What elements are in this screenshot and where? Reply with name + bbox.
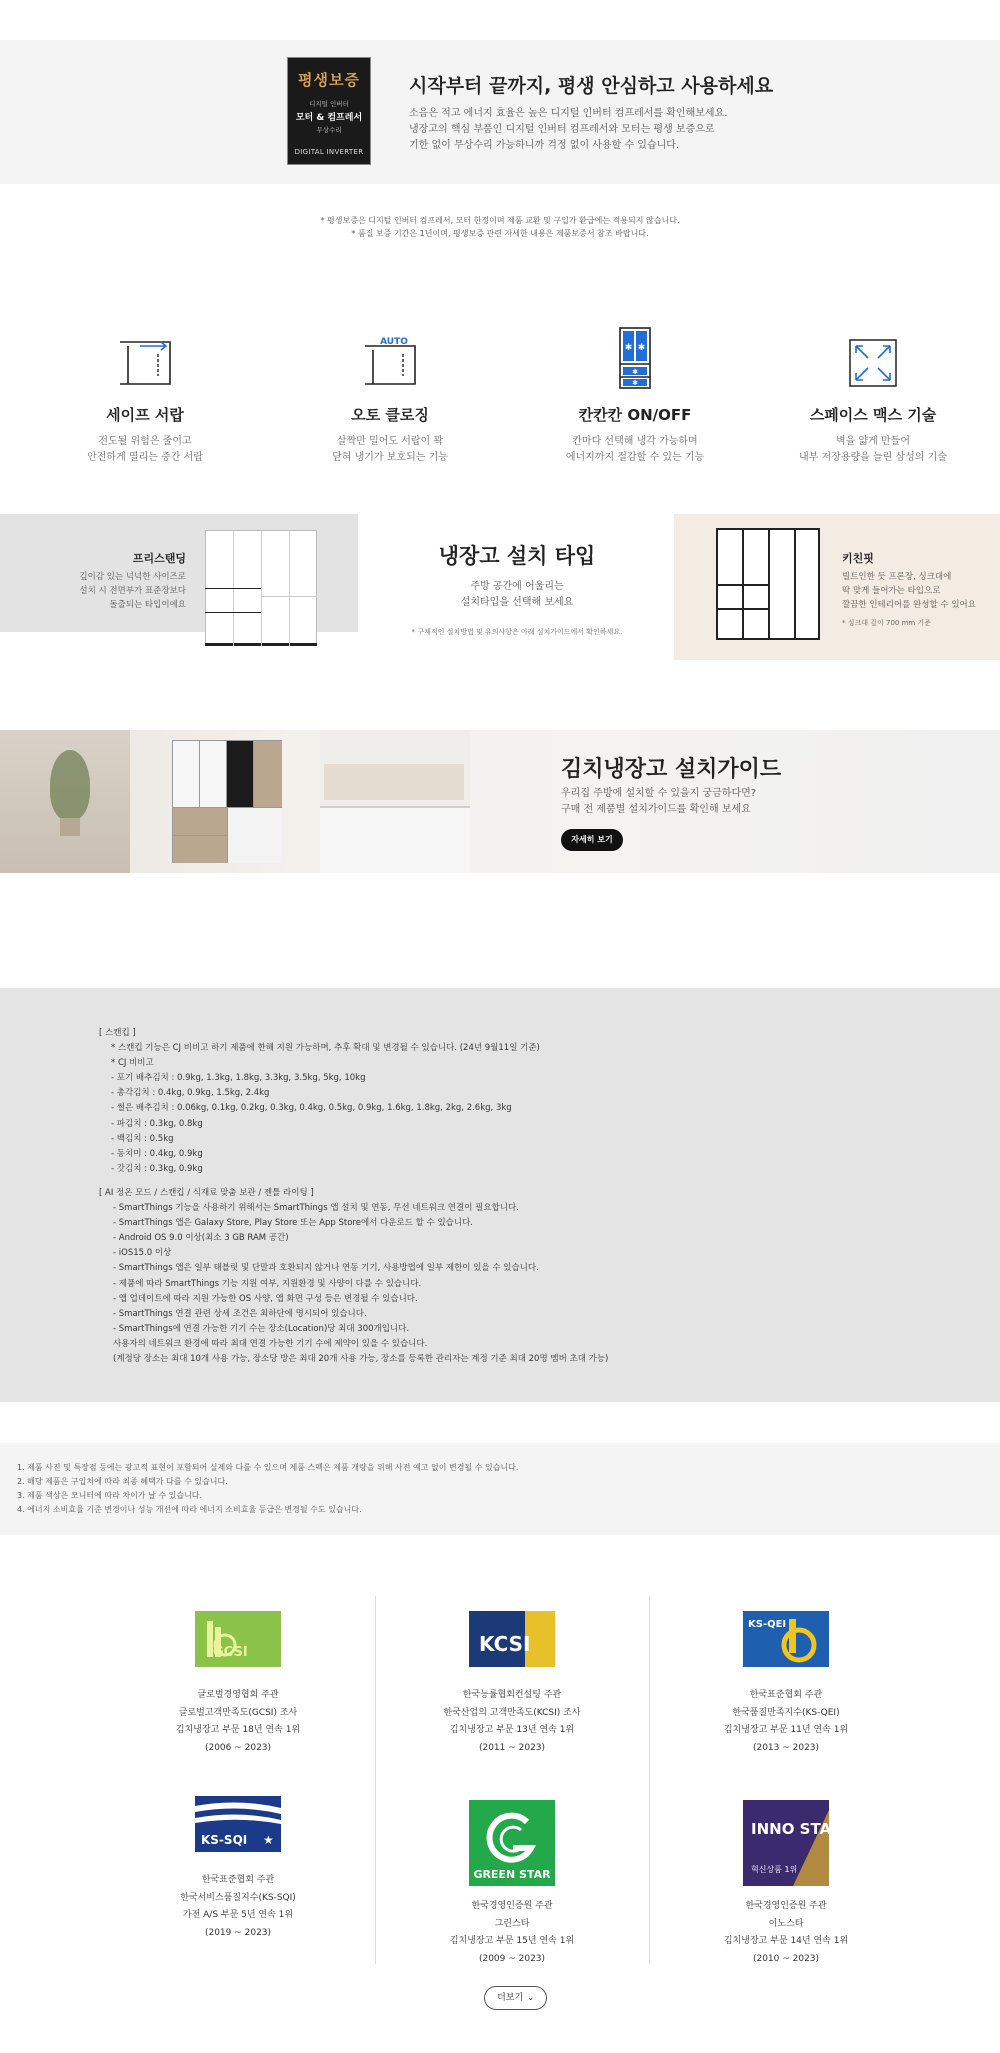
install-desc-line: 주방 공간에 어울리는 <box>470 581 564 592</box>
divider <box>649 1596 650 1964</box>
innostar-sub: 혁신상품 1위 <box>751 1865 798 1874</box>
award-line: 김치냉장고 부문 15년 연속 1위 <box>449 1936 575 1946</box>
ai-mode-heading: [ AI 정온 모드 / 스캔킵 / 식재료 맞춤 보관 / 젠틀 라이팅 ] <box>99 1187 314 1198</box>
spec-line: * CJ 비비고 <box>111 1058 154 1069</box>
warranty-title: 시작부터 끝까지, 평생 안심하고 사용하세요 <box>409 75 774 97</box>
feature-desc <box>748 434 998 466</box>
award-line: 김치냉장고 부문 11년 연속 1위 <box>723 1725 849 1735</box>
feature-title: 오토 클로징 <box>351 406 429 424</box>
warranty-notes <box>0 214 1000 240</box>
disclaimer-text <box>17 1461 518 1517</box>
freestanding-fridge-image <box>205 530 317 646</box>
spec-line: (계정당 장소는 최대 10개 사용 가능, 장소당 방은 최대 20개 사용 가능, 장소를 등록한 관리자는 계정 기준 최대 20명 멤버 초대 가능) <box>113 1353 609 1364</box>
spec-line: - 갓김치 : 0.3kg, 0.9kg <box>111 1163 203 1174</box>
award-text <box>651 1687 921 1757</box>
svg-text:✱: ✱ <box>624 343 633 353</box>
spec-line: - SmartThings 앱은 일부 태블릿 및 단말과 호환되지 않거나 연동 기기, 사용방법에 일부 제한이 있을 수 있습니다. <box>113 1263 539 1274</box>
award-line: 한국표준협회 주관 <box>201 1875 275 1885</box>
freestanding-desc-line: 돌출되는 타입이에요 <box>109 600 186 610</box>
more-button[interactable] <box>484 1986 547 2010</box>
feature-desc-line: 살짝만 밀어도 서랍이 꽉 <box>336 436 444 447</box>
award-line: (2009 ~ 2023) <box>478 1953 546 1964</box>
kitchenfit-panel <box>674 514 1000 660</box>
install-type-section <box>0 512 1000 662</box>
feature-desc <box>20 434 270 466</box>
svg-text:★: ★ <box>263 1833 274 1847</box>
feature-title: 스페이스 맥스 기술 <box>809 406 937 424</box>
install-desc-line: 설치타입을 선택해 보세요 <box>460 597 574 608</box>
awards-section <box>0 1596 1000 1964</box>
feature-space-max <box>748 336 998 466</box>
compartment-icon <box>604 326 666 390</box>
warranty-desc-line: 냉장고의 핵심 부품인 디지털 인버터 컴프레서와 모터는 평생 보증으로 <box>409 124 715 135</box>
spec-line: - 총각김치 : 0.4kg, 0.9kg, 1.5kg, 2.4kg <box>111 1088 270 1099</box>
install-type-note: * 구체적인 설치방법 및 유의사항은 아래 설치가이드에서 확인하세요. <box>411 628 623 636</box>
plant-image <box>50 750 90 820</box>
kitchenfit-desc <box>842 570 976 612</box>
award-text <box>651 1898 921 1968</box>
spec-line: - SmartThings 연결 관련 상세 조건은 최하단에 명시되어 있습니다. <box>113 1308 367 1319</box>
feature-desc-line: 벽을 얇게 만들어 <box>836 436 910 447</box>
kitchenfit-note: * 싱크대 깊이 700 mm 기준 <box>842 619 931 627</box>
award-line: (2013 ~ 2023) <box>752 1742 820 1753</box>
freestanding-panel <box>0 514 358 632</box>
disclaimer-line: 4. 에너지 소비효율 기준 변경이나 성능 개선에 따라 에너지 소비효율 등급은 변경될 수도 있습니다. <box>17 1505 362 1514</box>
spec-line: - Android OS 9.0 이상(최소 3 GB RAM 공간) <box>113 1233 289 1244</box>
svg-text:✱: ✱ <box>632 368 638 376</box>
spec-line: 사용자의 네트워크 환경에 따라 최대 연결 가능한 기기 수에 제약이 있을 수 있습니다. <box>113 1338 428 1349</box>
space-max-icon <box>842 336 904 390</box>
award-line: 한국품질만족지수(KS-QEI) <box>732 1707 840 1718</box>
award-ksqei <box>651 1611 921 1757</box>
more-label: 더보기 <box>497 1993 524 2003</box>
innostar-wordmark: INNO STAR <box>751 1820 843 1838</box>
spec-line: - SmartThings 기능을 사용하기 위해서는 SmartThings 앱 설치 및 연동, 무선 네트워크 연결이 필요합니다. <box>113 1203 519 1214</box>
disclaimer-line: 3. 제품 색상은 모니터에 따라 차이가 날 수 있습니다. <box>17 1491 203 1500</box>
gcsi-wordmark: GCSI <box>213 1645 248 1660</box>
kitchenfit-fridge-image <box>716 528 820 640</box>
kimchi-install-guide-banner <box>0 730 1000 873</box>
learn-more-button[interactable]: 자세히 보기 <box>561 829 623 851</box>
feature-desc-line: 안전하게 열리는 중간 서랍 <box>87 452 203 463</box>
award-innostar <box>651 1800 921 1968</box>
kimchi-desc-line: 우리집 주방에 설치할 수 있을지 궁금하다면? <box>561 788 757 799</box>
award-line: 김치냉장고 부문 18년 연속 1위 <box>175 1725 301 1735</box>
disclaimer-line: 2. 해당 제품은 구입처에 따라 최종 혜택가 다를 수 있습니다. <box>17 1477 228 1486</box>
innostar-logo <box>743 1800 843 1886</box>
badge-line4: DIGITAL INVERTER <box>294 148 364 156</box>
kcsi-logo <box>469 1611 555 1667</box>
kimchi-guide-title: 김치냉장고 설치가이드 <box>561 757 782 782</box>
freestanding-desc-line: 깊이감 있는 넉넉한 사이즈로 <box>79 572 186 582</box>
install-type-title: 냉장고 설치 타입 <box>438 544 596 568</box>
kitchen-image <box>320 730 470 873</box>
award-line: 한국경영인증원 주관 <box>745 1901 827 1911</box>
award-text <box>103 1872 373 1942</box>
spec-line: - 앱 업데이트에 따라 지원 가능한 OS 사양, 앱 화면 구성 등은 변경될 수 있습니다. <box>113 1293 418 1304</box>
badge-line1: 디지털 인버터 <box>309 100 349 108</box>
svg-text:✱: ✱ <box>632 379 638 387</box>
award-line: 이노스타 <box>768 1918 804 1929</box>
ksqei-logo <box>743 1611 829 1667</box>
safe-drawer-icon <box>114 336 176 390</box>
award-line: 그린스타 <box>494 1918 530 1929</box>
auto-close-icon <box>359 336 421 390</box>
feature-desc-line: 칸마다 선택해 냉각 가능하며 <box>572 436 698 447</box>
spec-line: - 동치미 : 0.4kg, 0.9kg <box>111 1148 203 1159</box>
award-text <box>377 1898 647 1968</box>
spec-line: - SmartThings에 연결 가능한 기기 수는 장소(Location)당 최대 300개입니다. <box>113 1323 410 1334</box>
spec-line: - iOS15.0 이상 <box>113 1248 172 1259</box>
divider <box>375 1596 376 1964</box>
kimchi-desc-line: 구매 전 제품별 설치가이드를 확인해 보세요 <box>561 804 751 815</box>
greenstar-wordmark: GREEN STAR <box>473 1868 551 1881</box>
award-line: 김치냉장고 부문 13년 연속 1위 <box>449 1725 575 1735</box>
spec-line: - 제품에 따라 SmartThings 기능 지원 여부, 지원환경 및 사양이 다를 수 있습니다. <box>113 1278 422 1289</box>
award-line: 글로벌고객만족도(GCSI) 조사 <box>178 1707 298 1718</box>
kimchi-guide-desc <box>561 786 756 818</box>
feature-desc-line: 전도될 위험은 줄이고 <box>98 436 192 447</box>
warranty-section <box>0 40 1000 184</box>
warranty-desc-line: 기한 없이 무상수리 가능하니까 걱정 없이 사용할 수 있습니다. <box>409 140 680 151</box>
kitchenfit-label: 키친핏 <box>842 552 874 565</box>
spec-line: - 썰은 배추김치 : 0.06kg, 0.1kg, 0.2kg, 0.3kg, 0.4kg, 0.5kg, 0.9kg, 1.6kg, 1.8kg, 2kg, 2.6kg, 3kg <box>111 1103 512 1114</box>
kimchi-fridge-image <box>172 740 282 863</box>
spec-line: - 백김치 : 0.5kg <box>111 1133 174 1144</box>
spec-notes-section <box>0 988 1000 1402</box>
greenstar-logo <box>469 1800 555 1886</box>
award-line: 가전 A/S 부문 5년 연속 1위 <box>182 1910 294 1920</box>
feature-desc-line: 내부 저장용량을 늘린 삼성의 기술 <box>799 452 947 463</box>
kssqi-logo <box>195 1796 281 1852</box>
svg-text:✱: ✱ <box>637 343 646 353</box>
award-line: 한국산업의 고객만족도(KCSI) 조사 <box>443 1707 581 1718</box>
feature-title: 칸칸칸 ON/OFF <box>578 406 692 424</box>
feature-desc <box>510 434 760 466</box>
auto-label: AUTO <box>380 337 408 347</box>
award-line: 한국서비스품질지수(KS-SQI) <box>180 1892 296 1903</box>
kitchenfit-desc-line: 딱 맞게 들어가는 타입으로 <box>842 586 941 596</box>
badge-line2: 모터 & 컴프레서 <box>295 113 363 123</box>
award-line: 한국표준협회 주관 <box>749 1690 823 1700</box>
award-line: (2010 ~ 2023) <box>752 1953 820 1964</box>
install-type-desc <box>360 579 674 611</box>
plant-pot <box>60 818 80 836</box>
freestanding-label: 프리스탠딩 <box>132 552 186 565</box>
disclaimer-section <box>0 1443 1000 1535</box>
badge-line3: 무상수리 <box>316 126 342 134</box>
warranty-desc-line: 소음은 적고 에너지 효율은 높은 디지털 인버터 컴프레서를 확인해보세요. <box>409 108 728 119</box>
award-line: (2006 ~ 2023) <box>204 1742 272 1753</box>
spec-line: - SmartThings 앱은 Galaxy Store, Play Store 또는 App Store에서 다운로드 할 수 있습니다. <box>113 1218 473 1229</box>
award-line: 글로벌경영협회 주관 <box>197 1690 279 1700</box>
award-line: (2019 ~ 2023) <box>204 1927 272 1938</box>
kssqi-wordmark: KS-SQI <box>201 1833 248 1847</box>
disclaimer-line: 1. 제품 사진 및 특장점 등에는 광고적 표현이 포함되어 실제와 다를 수 있으며 제품 스펙은 제품 개량을 위해 사전 예고 없이 변경될 수 있습니다. <box>17 1463 519 1472</box>
feature-compartment-onoff <box>510 336 760 466</box>
freestanding-desc <box>79 570 186 612</box>
smartscan-heading: [ 스캔킵 ] <box>99 1028 136 1038</box>
spec-line: * 스캔킵 기능은 CJ 비비고 하기 제품에 한해 지원 가능하며, 추후 확대 및 변경될 수 있습니다. (24년 9월11일 기준) <box>111 1043 540 1054</box>
feature-desc-line: 에너지까지 절감할 수 있는 기능 <box>565 452 705 463</box>
badge-title: 평생보증 <box>298 71 360 89</box>
spec-notes-text <box>99 1026 608 1367</box>
award-line: 한국경영인증원 주관 <box>471 1901 553 1911</box>
award-text <box>103 1687 373 1757</box>
kitchenfit-desc-line: 빌트인한 듯 프론장, 싱크대에 <box>842 572 952 582</box>
warranty-note: * 품질 보증 기간은 1년이며, 평생보증 관련 자세한 내용은 제품보증서 참조 바랍니다. <box>351 229 649 238</box>
warranty-description <box>409 106 769 154</box>
award-greenstar <box>377 1800 647 1968</box>
freestanding-desc-line: 설치 시 전면부가 표준장보다 <box>79 586 186 596</box>
award-text <box>377 1687 647 1757</box>
feature-desc-line: 닫혀 냉기가 보호되는 기능 <box>332 452 448 463</box>
gcsi-logo <box>195 1611 281 1667</box>
kcsi-wordmark: KCSI <box>479 1632 531 1656</box>
lifetime-warranty-badge <box>287 57 371 165</box>
ksqei-wordmark: KS-QEI <box>748 1619 787 1630</box>
feature-desc <box>265 434 515 466</box>
award-line: (2011 ~ 2023) <box>478 1742 546 1753</box>
kitchenfit-desc-line: 깔끔한 인테리어를 완성할 수 있어요 <box>842 600 976 610</box>
chevron-down-icon: ⌄ <box>527 1993 534 2002</box>
install-type-intro <box>360 540 674 637</box>
spec-line: - 파김치 : 0.3kg, 0.8kg <box>111 1118 203 1129</box>
spec-line: - 포기 배추김치 : 0.9kg, 1.3kg, 1.8kg, 3.3kg, 3.5kg, 5kg, 10kg <box>111 1073 366 1084</box>
award-kssqi <box>103 1796 373 1942</box>
award-kcsi <box>377 1611 647 1757</box>
feature-safe-drawer <box>20 336 270 466</box>
award-gcsi <box>103 1611 373 1757</box>
feature-title: 세이프 서랍 <box>106 406 184 424</box>
award-line: 김치냉장고 부문 14년 연속 1위 <box>723 1936 849 1946</box>
feature-auto-closing <box>265 336 515 466</box>
warranty-note: * 평생보증은 디지털 인버터 컴프레서, 모터 한정이며 제품 교환 및 구입가 환급에는 적용되지 않습니다. <box>320 216 680 225</box>
award-line: 한국능률협회컨설팅 주관 <box>462 1690 562 1700</box>
